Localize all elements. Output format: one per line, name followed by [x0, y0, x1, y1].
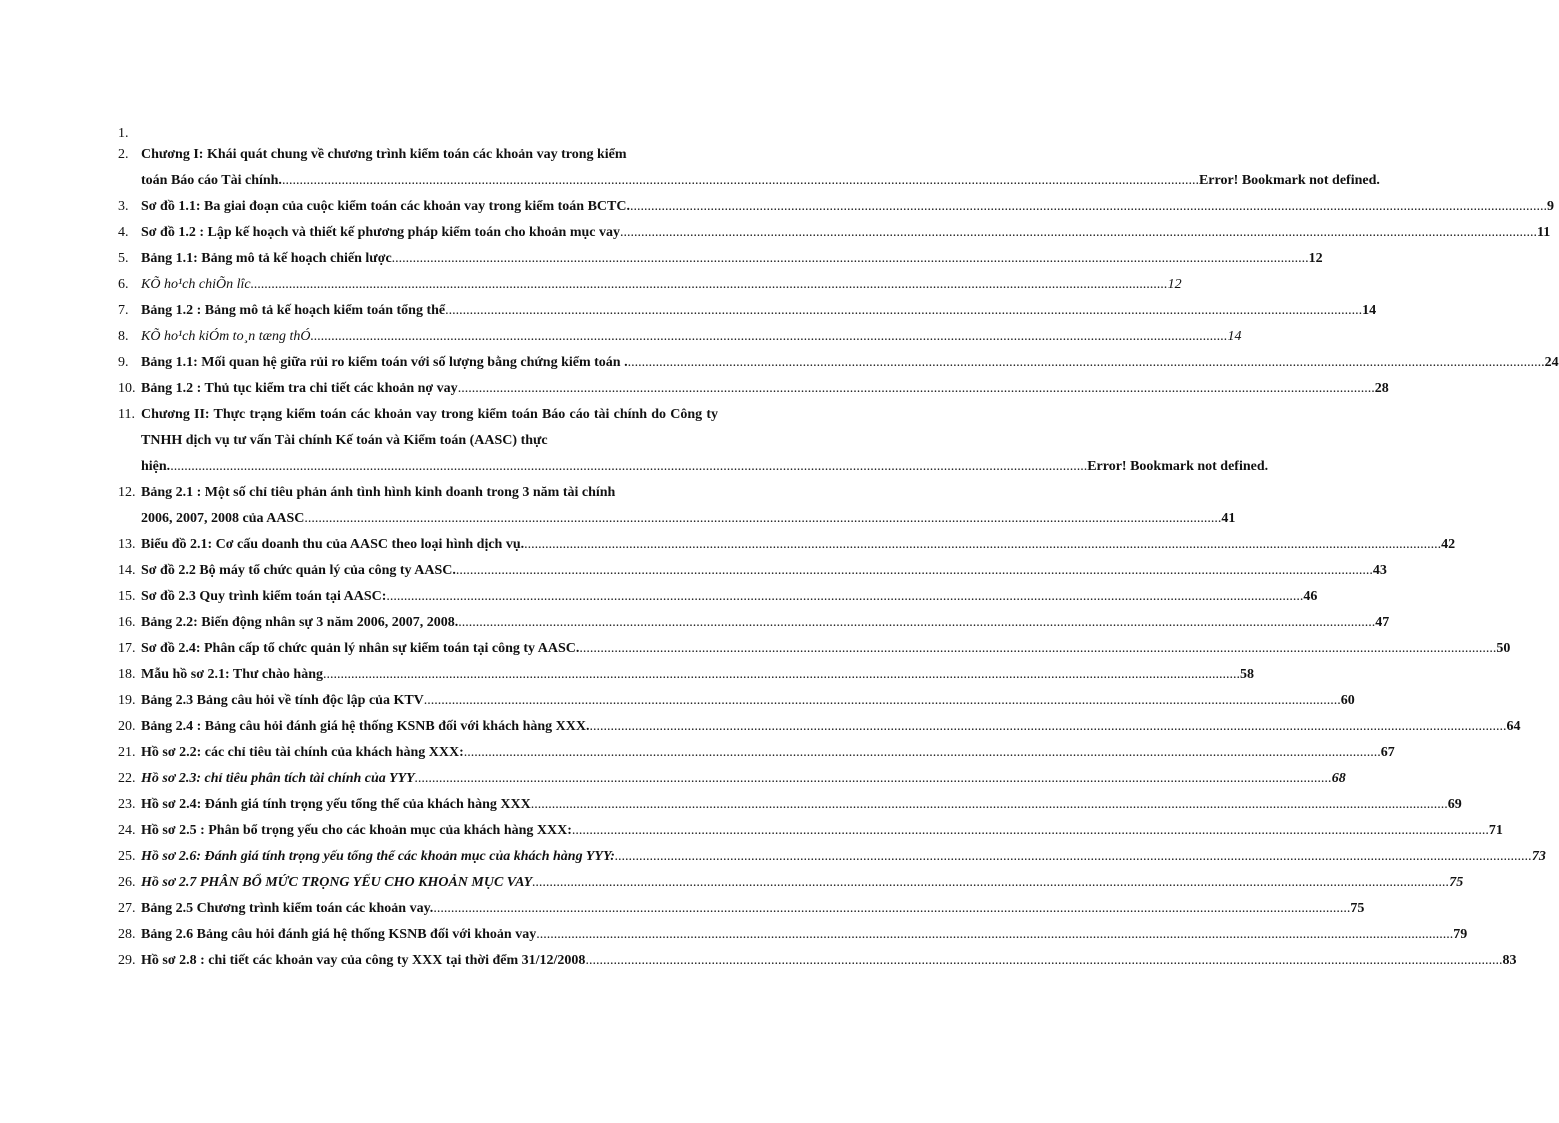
toc-entry-number: 20. — [118, 719, 136, 734]
toc-entry[interactable] — [118, 740, 1395, 766]
toc-entry[interactable] — [118, 376, 1389, 402]
toc-entry-body — [141, 714, 1521, 740]
toc-leader-dots: ...................................................................................................................................................................................................................................................................... — [414, 771, 1332, 786]
toc-entry-body — [141, 688, 1355, 714]
toc-entry-body — [141, 220, 1551, 246]
toc-entry[interactable] — [118, 402, 1269, 480]
toc-entry-title: Bảng 1.2 : Bảng mô tả kế hoạch kiểm toán tổng thể — [141, 303, 446, 318]
toc-entry-body — [141, 896, 1365, 922]
toc-entry-title: Hồ sơ 2.6: Đánh giá tính trọng yếu tổng thể các khoản mục của khách hàng YYY: — [141, 849, 615, 864]
toc-entry-number: 19. — [118, 693, 136, 708]
toc-entry-line — [141, 818, 1503, 844]
toc-entry[interactable] — [118, 350, 1559, 376]
toc-entry-number: 13. — [118, 537, 136, 552]
toc-entry-page-number: 46 — [1303, 589, 1318, 604]
toc-entry-line — [141, 298, 1377, 324]
toc-entry[interactable] — [118, 714, 1521, 740]
toc-entry-number: 8. — [118, 329, 129, 344]
toc-entry-body — [141, 480, 1236, 532]
toc-entry-page-number: 12 — [1308, 251, 1323, 266]
toc-entry-line — [141, 506, 1236, 532]
toc-entry-number: 15. — [118, 589, 136, 604]
toc-entry-title-continuation: Chương I: Khái quát chung về chương trình kiểm toán các khoản vay trong kiểm — [141, 147, 627, 162]
toc-entry-number: 7. — [118, 303, 129, 318]
toc-entry-title: Sơ đồ 1.1: Ba giai đoạn của cuộc kiểm toán các khoản vay trong kiểm toán BCTC. — [141, 199, 630, 214]
toc-entry[interactable] — [118, 896, 1365, 922]
toc-entry-page-number: 47 — [1375, 615, 1390, 630]
toc-entry-body — [141, 350, 1559, 376]
toc-entry-line — [141, 584, 1318, 610]
toc-entry-body — [141, 844, 1546, 870]
toc-entry-line — [141, 870, 1464, 896]
toc-leader-dots: ...................................................................................................................................................................................................................................................................... — [250, 277, 1168, 292]
toc-entry-line — [141, 844, 1546, 870]
toc-entry-page-number: 14 — [1362, 303, 1377, 318]
toc-entry-title: Sơ đồ 2.4: Phân cấp tổ chức quản lý nhân sự kiểm toán tại công ty AASC. — [141, 641, 580, 656]
toc-entry-title: Hồ sơ 2.5 : Phân bổ trọng yếu cho các khoản mục của khách hàng XXX: — [141, 823, 572, 838]
toc-entry-number: 10. — [118, 381, 136, 396]
toc-entry-number: 4. — [118, 225, 129, 240]
toc-entry-page-number: 28 — [1374, 381, 1389, 396]
toc-entry-title: Bảng 2.4 : Bảng câu hỏi đánh giá hệ thống KSNB đối với khách hàng XXX. — [141, 719, 590, 734]
toc-entry-line — [141, 688, 1355, 714]
toc-entry-title: Hồ sơ 2.3: chỉ tiêu phân tích tài chính của YYY — [141, 771, 415, 786]
toc-entry-body — [141, 558, 1387, 584]
toc-entry-body — [141, 766, 1346, 792]
toc-entry-body — [141, 402, 1269, 480]
toc-entry-page-number: 67 — [1380, 745, 1395, 760]
table-of-contents — [118, 126, 1559, 974]
toc-entry-page-number: 42 — [1441, 537, 1456, 552]
toc-entry[interactable] — [118, 558, 1387, 584]
toc-entry-page-number: 50 — [1496, 641, 1511, 656]
toc-leader-dots: ...................................................................................................................................................................................................................................................................... — [281, 173, 1199, 188]
toc-entry-number: 27. — [118, 901, 136, 916]
toc-leader-dots: ...................................................................................................................................................................................................................................................................... — [463, 745, 1381, 760]
toc-entry-page-number: Error! Bookmark not defined. — [1087, 459, 1269, 474]
toc-entry-body — [141, 272, 1182, 298]
toc-entry-body — [141, 610, 1390, 636]
toc-entry[interactable] — [118, 688, 1355, 714]
toc-entry-page-number: 60 — [1340, 693, 1355, 708]
toc-entry-title: Sơ đồ 2.2 Bộ máy tổ chức quản lý của công ty AASC. — [141, 563, 456, 578]
toc-entry-line — [141, 454, 1269, 480]
toc-entry[interactable] — [118, 766, 1346, 792]
toc-entry-title: Hồ sơ 2.2: các chỉ tiêu tài chính của khách hàng XXX: — [141, 745, 464, 760]
toc-leader-dots: ...................................................................................................................................................................................................................................................................... — [524, 537, 1442, 552]
toc-entry-body — [141, 584, 1318, 610]
toc-entry-number: 3. — [118, 199, 129, 214]
toc-entry-number: 24. — [118, 823, 136, 838]
toc-entry-title: Bảng 1.2 : Thủ tục kiểm tra chi tiết các khoản nợ vay — [141, 381, 458, 396]
toc-entry-number: 26. — [118, 875, 136, 890]
toc-entry-body — [141, 194, 1554, 220]
toc-leader-dots: ...................................................................................................................................................................................................................................................................... — [170, 459, 1088, 474]
toc-entry-title: 2006, 2007, 2008 của AASC — [141, 511, 305, 526]
toc-entry-page-number: 43 — [1372, 563, 1387, 578]
toc-entry-number: 28. — [118, 927, 136, 942]
toc-entry-title: Bảng 1.1: Bảng mô tả kế hoạch chiến lược — [141, 251, 392, 266]
toc-entry[interactable] — [118, 532, 1456, 558]
toc-leader-dots: ...................................................................................................................................................................................................................................................................... — [423, 693, 1341, 708]
toc-entry-number: 22. — [118, 771, 136, 786]
toc-entry-title: Bảng 2.5 Chương trình kiểm toán các khoản vay. — [141, 901, 434, 916]
toc-entry-body — [141, 636, 1511, 662]
toc-entry-number: 18. — [118, 667, 136, 682]
toc-list — [118, 142, 1559, 974]
toc-entry-body — [141, 376, 1389, 402]
toc-entry-page-number: 79 — [1453, 927, 1468, 942]
toc-entry-title: Mẫu hồ sơ 2.1: Thư chào hàng — [141, 667, 323, 682]
toc-entry[interactable] — [118, 870, 1464, 896]
toc-entry[interactable] — [118, 636, 1511, 662]
toc-entry-line — [141, 194, 1554, 220]
toc-entry-line — [141, 714, 1521, 740]
toc-entry-number: 9. — [118, 355, 129, 370]
toc-entry-title: Hồ sơ 2.7 PHÂN BỔ MỨC TRỌNG YẾU CHO KHOẢN MỤC VAY — [141, 875, 533, 890]
toc-entry-page-number: 9 — [1546, 199, 1554, 214]
toc-entry-line — [141, 350, 1559, 376]
toc-entry[interactable] — [118, 610, 1390, 636]
toc-entry[interactable] — [118, 948, 1517, 974]
toc-entry-page-number: 14 — [1227, 329, 1242, 344]
toc-leader-dots: ...................................................................................................................................................................................................................................................................... — [386, 589, 1304, 604]
toc-entry-body — [141, 662, 1254, 688]
toc-entry-body — [141, 298, 1377, 324]
toc-entry[interactable] — [118, 324, 1242, 350]
toc-entry-number: 17. — [118, 641, 136, 656]
toc-entry-page-number: 24 — [1544, 355, 1559, 370]
toc-entry-page-number: Error! Bookmark not defined. — [1198, 173, 1380, 188]
toc-entry-page-number: 83 — [1502, 953, 1517, 968]
toc-entry-line — [141, 272, 1182, 298]
toc-entry-page-number: 69 — [1447, 797, 1462, 812]
toc-entry-line — [141, 948, 1517, 974]
toc-entry-body — [141, 246, 1323, 272]
toc-entry-line — [141, 324, 1242, 350]
toc-entry-title: KÕ ho¹ch chiÕn lîc — [141, 277, 251, 292]
toc-entry-title: Bảng 1.1: Mối quan hệ giữa rủi ro kiểm toán với số lượng bằng chứng kiểm toán . — [141, 355, 628, 370]
toc-entry-body — [141, 818, 1503, 844]
toc-entry-number: 5. — [118, 251, 129, 266]
toc-entry-title: Sơ đồ 1.2 : Lập kế hoạch và thiết kế phương pháp kiểm toán cho khoản mục vay — [141, 225, 621, 240]
toc-entry[interactable] — [118, 480, 1236, 532]
toc-entry-page-number: 71 — [1488, 823, 1503, 838]
toc-entry-title-continuation: Chương II: Thực trạng kiểm toán các khoản vay trong kiểm toán Báo cáo tài chính do Công ty TNHH dịch vụ tư vấn Tài chính Kế toán và Kiểm toán (AASC) thực — [141, 407, 718, 448]
toc-leader-dots: ...................................................................................................................................................................................................................................................................... — [458, 615, 1376, 630]
toc-leader-dots: ...................................................................................................................................................................................................................................................................... — [571, 823, 1489, 838]
toc-entry-body — [141, 870, 1464, 896]
toc-entry[interactable] — [118, 220, 1551, 246]
toc-entry-number: 21. — [118, 745, 136, 760]
toc-first-number: 1. — [118, 126, 129, 141]
toc-entry-line — [141, 922, 1468, 948]
toc-entry-number: 23. — [118, 797, 136, 812]
toc-leader-dots: ...................................................................................................................................................................................................................................................................... — [629, 199, 1547, 214]
toc-entry-title: Hồ sơ 2.4: Đánh giá tính trọng yếu tổng thể của khách hàng XXX — [141, 797, 531, 812]
toc-entry-page-number: 73 — [1531, 849, 1546, 864]
toc-entry-body — [141, 532, 1456, 558]
toc-entry-line — [141, 376, 1389, 402]
toc-entry[interactable] — [118, 246, 1323, 272]
toc-entry-body — [141, 324, 1242, 350]
toc-leader-dots: ...................................................................................................................................................................................................................................................................... — [391, 251, 1309, 266]
toc-entry-number: 16. — [118, 615, 136, 630]
toc-entry[interactable] — [118, 844, 1546, 870]
toc-leader-dots: ...................................................................................................................................................................................................................................................................... — [532, 875, 1450, 890]
toc-entry-number: 12. — [118, 485, 136, 500]
toc-entry-title: Bảng 2.2: Biến động nhân sự 3 năm 2006, 2007, 2008. — [141, 615, 459, 630]
toc-entry[interactable] — [118, 792, 1462, 818]
toc-entry[interactable] — [118, 818, 1503, 844]
toc-leader-dots: ...................................................................................................................................................................................................................................................................... — [455, 563, 1373, 578]
toc-leader-dots: ...................................................................................................................................................................................................................................................................... — [627, 355, 1545, 370]
toc-entry-page-number: 58 — [1240, 667, 1254, 682]
toc-entry[interactable] — [118, 272, 1182, 298]
toc-entry-title: Bảng 2.6 Bảng câu hỏi đánh giá hệ thống KSNB đối với khoản vay — [141, 927, 537, 942]
toc-entry-line — [141, 740, 1395, 766]
toc-leader-dots: ...................................................................................................................................................................................................................................................................... — [310, 329, 1228, 344]
toc-entry-line — [141, 792, 1462, 818]
toc-leader-dots: ...................................................................................................................................................................................................................................................................... — [585, 953, 1503, 968]
toc-leader-dots: ...................................................................................................................................................................................................................................................................... — [445, 303, 1363, 318]
toc-entry-title-continuation: Bảng 2.1 : Một số chỉ tiêu phản ánh tình hình kinh doanh trong 3 năm tài chính — [141, 485, 616, 500]
toc-entry-title: toán Báo cáo Tài chính. — [141, 173, 282, 188]
toc-entry-line — [141, 662, 1254, 688]
toc-entry-page-number: 75 — [1350, 901, 1365, 916]
toc-entry-number: 6. — [118, 277, 129, 292]
toc-entry-page-number: 11 — [1537, 225, 1551, 240]
toc-entry-line — [141, 766, 1346, 792]
toc-entry-body — [141, 740, 1395, 766]
toc-entry-line — [141, 896, 1365, 922]
toc-entry-number: 29. — [118, 953, 136, 968]
toc-entry-title: hiện. — [141, 459, 171, 474]
toc-entry-line — [141, 246, 1323, 272]
toc-leader-dots: ...................................................................................................................................................................................................................................................................... — [457, 381, 1375, 396]
toc-entry-body — [141, 948, 1517, 974]
toc-leader-dots: ...................................................................................................................................................................................................................................................................... — [579, 641, 1497, 656]
toc-entry[interactable] — [118, 922, 1468, 948]
toc-entry[interactable] — [118, 662, 1254, 688]
toc-entry-body — [141, 792, 1462, 818]
toc-entry-number: 25. — [118, 849, 136, 864]
toc-entry-line — [141, 636, 1511, 662]
toc-entry-number: 14. — [118, 563, 136, 578]
toc-entry-line — [141, 532, 1456, 558]
toc-entry-number: 2. — [118, 147, 129, 162]
toc-leader-dots: ...................................................................................................................................................................................................................................................................... — [536, 927, 1454, 942]
toc-entry-page-number: 75 — [1449, 875, 1464, 890]
toc-entry-title: Hồ sơ 2.8 : chi tiết các khoản vay của công ty XXX tại thời đểm 31/12/2008 — [141, 953, 586, 968]
toc-entry-title: Sơ đồ 2.3 Quy trình kiểm toán tại AASC: — [141, 589, 387, 604]
toc-entry[interactable] — [118, 584, 1318, 610]
toc-entry-page-number: 64 — [1506, 719, 1521, 734]
toc-entry-line — [141, 610, 1390, 636]
toc-entry-number: 11. — [118, 407, 135, 422]
toc-entry-line — [141, 220, 1551, 246]
toc-entry-body — [141, 142, 1380, 194]
toc-leader-dots: ...................................................................................................................................................................................................................................................................... — [530, 797, 1448, 812]
toc-entry[interactable] — [118, 298, 1377, 324]
toc-entry[interactable] — [118, 194, 1554, 220]
toc-entry-title: KÕ ho¹ch kiÓm to¸n tæng thÓ — [141, 329, 311, 344]
toc-entry-line — [141, 558, 1387, 584]
toc-entry-title: Bảng 2.3 Bảng câu hỏi về tính độc lập của KTV — [141, 693, 424, 708]
toc-entry-line — [141, 168, 1380, 194]
toc-leader-dots: ...................................................................................................................................................................................................................................................................... — [589, 719, 1507, 734]
toc-entry-title: Biểu đồ 2.1: Cơ cấu doanh thu của AASC theo loại hình dịch vụ. — [141, 537, 525, 552]
toc-leader-dots: ...................................................................................................................................................................................................................................................................... — [433, 901, 1351, 916]
toc-leader-dots: ...................................................................................................................................................................................................................................................................... — [620, 225, 1538, 240]
toc-entry-page-number: 41 — [1221, 511, 1236, 526]
toc-entry-page-number: 68 — [1331, 771, 1346, 786]
toc-leader-dots: ...................................................................................................................................................................................................................................................................... — [614, 849, 1532, 864]
toc-entry[interactable] — [118, 142, 1380, 194]
toc-leader-dots: ...................................................................................................................................................................................................................................................................... — [304, 511, 1222, 526]
toc-leader-dots: ...................................................................................................................................................................................................................................................................... — [323, 667, 1240, 682]
toc-entry-page-number: 12 — [1167, 277, 1182, 292]
toc-entry-body — [141, 922, 1468, 948]
